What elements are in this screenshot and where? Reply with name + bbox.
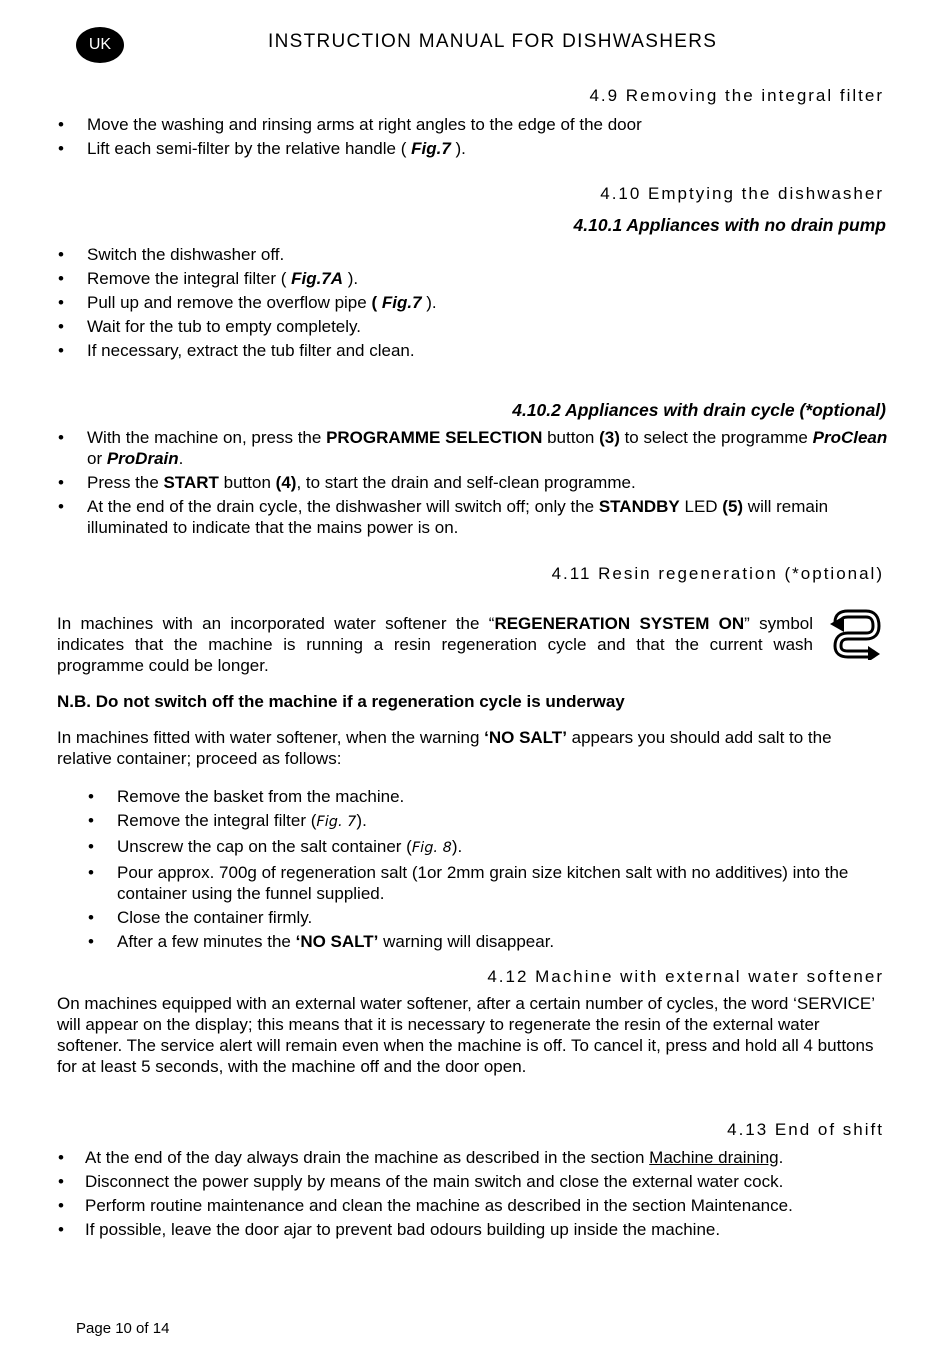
subheading-4-10-2: 4.10.2 Appliances with drain cycle (*optional) (512, 400, 886, 420)
list-item: • Pull up and remove the overflow pipe ( Fig.7 ). (57, 292, 897, 313)
no-salt-paragraph: In machines fitted with water softener, when the warning ‘NO SALT’ appears you should add salt to the relative container; proceed as follows: (57, 728, 832, 768)
section-heading-4-11: 4.11 Resin regeneration (*optional) (551, 564, 884, 583)
list-item: • Remove the integral filter ( Fig.7A ). (57, 268, 897, 289)
list-item: • Wait for the tub to empty completely. (57, 316, 897, 337)
list-4-10-1 (57, 244, 897, 364)
subheading-4-10-1: 4.10.1 Appliances with no drain pump (573, 215, 886, 235)
list-item: • At the end of the drain cycle, the dishwasher will switch off; only the STANDBY LED (5) will remain illuminated to indicate that the mains power is on. (57, 496, 897, 538)
list-4-13 (57, 1147, 897, 1243)
page-number: Page 10 of 14 (76, 1320, 170, 1337)
list-item: • Remove the basket from the machine. (87, 786, 887, 807)
machine-draining-link[interactable]: Machine draining (649, 1148, 779, 1167)
section-heading-4-9: 4.9 Removing the integral filter (589, 86, 884, 105)
warning-note: N.B. Do not switch off the machine if a regeneration cycle is underway (57, 692, 625, 711)
section-heading-4-10: 4.10 Emptying the dishwasher (600, 184, 884, 203)
list-item: • At the end of the day always drain the machine as described in the section Machine draining. (57, 1147, 897, 1168)
page-title: INSTRUCTION MANUAL FOR DISHWASHERS (268, 31, 718, 52)
list-item: • If necessary, extract the tub filter and clean. (57, 340, 897, 361)
regeneration-arrows-icon (828, 606, 882, 660)
list-item: • Switch the dishwasher off. (57, 244, 897, 265)
list-item: • Close the container firmly. (87, 907, 887, 928)
list-item: • Remove the integral filter (Fig. 7). (87, 810, 887, 833)
list-item: • Perform routine maintenance and clean the machine as described in the section Maintenance. (57, 1195, 897, 1216)
list-item: • Unscrew the cap on the salt container (Fig. 8). (87, 836, 887, 859)
list-item: • Lift each semi-filter by the relative handle ( Fig.7 ). (57, 138, 897, 159)
section-heading-4-13: 4.13 End of shift (727, 1120, 884, 1139)
list-item: • Disconnect the power supply by means of the main switch and close the external water cock. (57, 1171, 897, 1192)
list-4-9 (57, 114, 897, 162)
list-4-11 (87, 786, 887, 955)
list-item: • With the machine on, press the PROGRAMME SELECTION button (3) to select the programme ProClean or ProDrain. (57, 427, 897, 469)
list-item: • If possible, leave the door ajar to prevent bad odours building up inside the machine. (57, 1219, 897, 1240)
section-heading-4-12: 4.12 Machine with external water softener (487, 967, 884, 986)
language-badge: UK (76, 27, 124, 63)
list-4-10-2 (57, 427, 897, 541)
list-item: • Move the washing and rinsing arms at right angles to the edge of the door (57, 114, 897, 135)
list-item: • Press the START button (4), to start the drain and self-clean programme. (57, 472, 897, 493)
list-item: • After a few minutes the ‘NO SALT’ warning will disappear. (87, 931, 887, 952)
list-item: • Pour approx. 700g of regeneration salt (1or 2mm grain size kitchen salt with no additives) into the container using the funnel supplied. (87, 862, 887, 904)
regeneration-paragraph: In machines with an incorporated water softener the “REGENERATION SYSTEM ON” symbol indicates that the machine is running a resin regeneration cycle and that the current wash programme could be longer. (57, 614, 813, 675)
external-softener-paragraph: On machines equipped with an external water softener, after a certain number of cycles, the word ‘SERVICE’ will appear on the display; this means that it is necessary to regenerate the resin of the external water softener. The service alert will remain even when the machine is off. To cancel it, press and hold all 4 buttons for at least 5 seconds, with the machine off and the door open. (57, 994, 875, 1076)
